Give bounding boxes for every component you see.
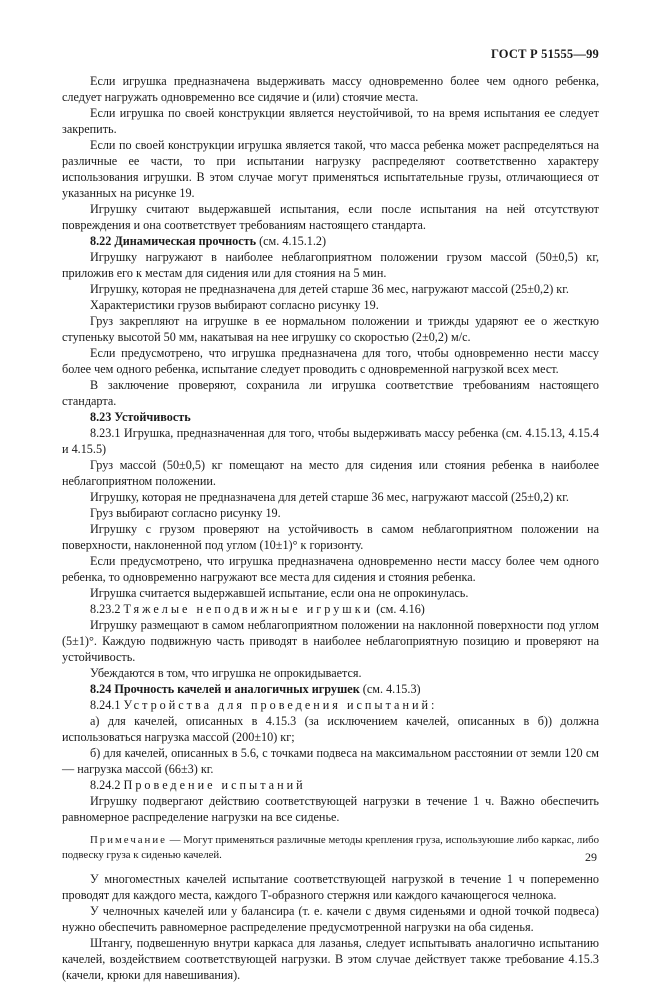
- section-number: 8.24.2: [90, 778, 121, 792]
- paragraph: Характеристики грузов выбирают согласно рисунку 19.: [90, 298, 379, 312]
- section-number: 8.24: [90, 682, 112, 696]
- paragraph: Если по своей конструкции игрушка является такой, что масса ребенка может распределяться на различные ее части, то при испытании нагрузку распределяют соответственно характеру использования игрушки. В этом случае могут применяться испытательные грузы, отличающиеся от указанных на рисунке 19.: [62, 138, 599, 200]
- paragraph: Если игрушка предназначена выдерживать массу одновременно более чем одного ребенка, следует нагружать одновременно все сидячие и (или) стоячие места.: [62, 74, 599, 104]
- section-heading-8-22: [62, 233, 599, 249]
- list-item: б) для качелей, описанных в 5.6, с точками подвеса на максимальном расстоянии от земли 120 см — нагрузка массой (66±3) кг.: [62, 746, 599, 776]
- paragraph: Груз закрепляют на игрушке в ее нормальном положении и трижды ударяют ее о жесткую ступеньку высотой 50 мм, накатывая на нее игрушку со скоростью (2±0,2) м/с.: [62, 314, 599, 344]
- section-number: 8.24.1: [90, 698, 121, 712]
- section-title: Тяжелые неподвижные игрушки: [123, 602, 374, 616]
- page-number: 29: [585, 850, 597, 864]
- document-body: [62, 73, 599, 983]
- paragraph: Игрушку с грузом проверяют на устойчивость в самом неблагоприятном положении на поверхности, наклоненной под углом (10±1)° к горизонту.: [62, 522, 599, 552]
- paragraph: Если предусмотрено, что игрушка предназначена для того, чтобы одновременно нести массу более чем одного ребенка, испытание следует проводить с одновременной нагрузкой всех мест.: [62, 346, 599, 376]
- section-heading-8-23: [62, 409, 599, 425]
- section-title: Проведение испытаний: [123, 778, 306, 792]
- paragraph: В заключение проверяют, сохранила ли игрушка соответствие требованиям настоящего стандарта.: [62, 378, 599, 408]
- paragraph: Игрушку нагружают в наиболее неблагоприятном положении грузом массой (50±0,5) кг, приложив его к местам для сидения или для стояния на 5 мин.: [62, 250, 599, 280]
- standard-header: ГОСТ Р 51555—99: [490, 47, 599, 61]
- subsection-heading-8-24-2: [62, 777, 599, 793]
- section-reference: (см. 4.16): [376, 602, 425, 616]
- paragraph: У челночных качелей или у балансира (т. е. качели с двумя сиденьями и одной точкой подвеса) нужно обеспечить равномерное распределение предусмотренной нагрузки на оба сиденья.: [62, 904, 599, 934]
- paragraph: Убеждаются в том, что игрушка не опрокидывается.: [90, 666, 362, 680]
- paragraph: Если предусмотрено, что игрушка предназначена одновременно нести массу более чем одного ребенка, то одновременно нагружают все места для сидения и стояния ребенка.: [62, 554, 599, 584]
- section-number: 8.23: [90, 410, 112, 424]
- paragraph: Игрушку подвергают действию соответствующей нагрузки в течение 1 ч. Важно обеспечить равномерное распределение нагрузки на все сиденье.: [62, 794, 599, 824]
- paragraph: Штангу, подвешенную внутри каркаса для лазанья, следует испытывать аналогично испытанию качелей, воздействием соответствующей нагрузки. В этом случае действует также требование 4.15.3 (качели, крюки для навешивания).: [62, 936, 599, 982]
- section-title: Устройства для проведения испытаний:: [123, 698, 438, 712]
- paragraph: Игрушку, которая не предназначена для детей старше 36 мес, нагружают массой (25±0,2) кг.: [90, 490, 569, 504]
- section-title: Прочность качелей и аналогичных игрушек: [114, 682, 360, 696]
- section-number: 8.23.2: [90, 602, 121, 616]
- paragraph: Игрушку размещают в самом неблагоприятном положении на наклонной поверхности под углом (5±1)°. Каждую подвижную часть приводят в наиболее неблагоприятную позицию и проверяют на устойчивость.: [62, 618, 599, 664]
- note: [62, 833, 599, 863]
- paragraph: Если игрушка по своей конструкции является неустойчивой, то на время испытания ее следует закрепить.: [62, 106, 599, 136]
- note-text: — Могут применяться различные методы крепления груза, используюшие либо каркас, либо подвеску груза к сиденью качелей.: [62, 834, 599, 861]
- paragraph: Игрушка считается выдержавшей испытание, если она не опрокинулась.: [90, 586, 469, 600]
- section-reference: (см. 4.15.3): [362, 682, 421, 696]
- section-number: 8.22: [90, 234, 112, 248]
- list-item: а) для качелей, описанных в 4.15.3 (за исключением качелей, описанных в б)) должна использоваться нагрузка массой (200±10) кг;: [62, 714, 599, 744]
- paragraph: Груз выбирают согласно рисунку 19.: [90, 506, 281, 520]
- paragraph: Груз массой (50±0,5) кг помещают на место для сидения или стояния ребенка в наиболее неблагоприятном положении.: [62, 458, 599, 488]
- section-title: Динамическая прочность: [114, 234, 257, 248]
- section-reference: (см. 4.15.1.2): [259, 234, 327, 248]
- subsection-heading-8-23-2: [62, 601, 599, 617]
- section-heading-8-24: [62, 681, 599, 697]
- paragraph: 8.23.1 Игрушка, предназначенная для того, чтобы выдерживать массу ребенка (см. 4.15.13, 4.15.4 и 4.15.5): [62, 426, 599, 456]
- note-label: Примечание: [90, 834, 167, 846]
- subsection-heading-8-24-1: [62, 697, 599, 713]
- paragraph: У многоместных качелей испытание соответствующей нагрузкой в течение 1 ч попеременно проводят для каждого места, каждого Т-образного стержня или каждого качающегося челнока.: [62, 872, 599, 902]
- paragraph: Игрушку, которая не предназначена для детей старше 36 мес, нагружают массой (25±0,2) кг.: [90, 282, 569, 296]
- section-title: Устойчивость: [114, 410, 191, 424]
- paragraph: Игрушку считают выдержавшей испытания, если после испытания на ней отсутствуют повреждения и она соответствует требованиям настоящего стандарта.: [62, 202, 599, 232]
